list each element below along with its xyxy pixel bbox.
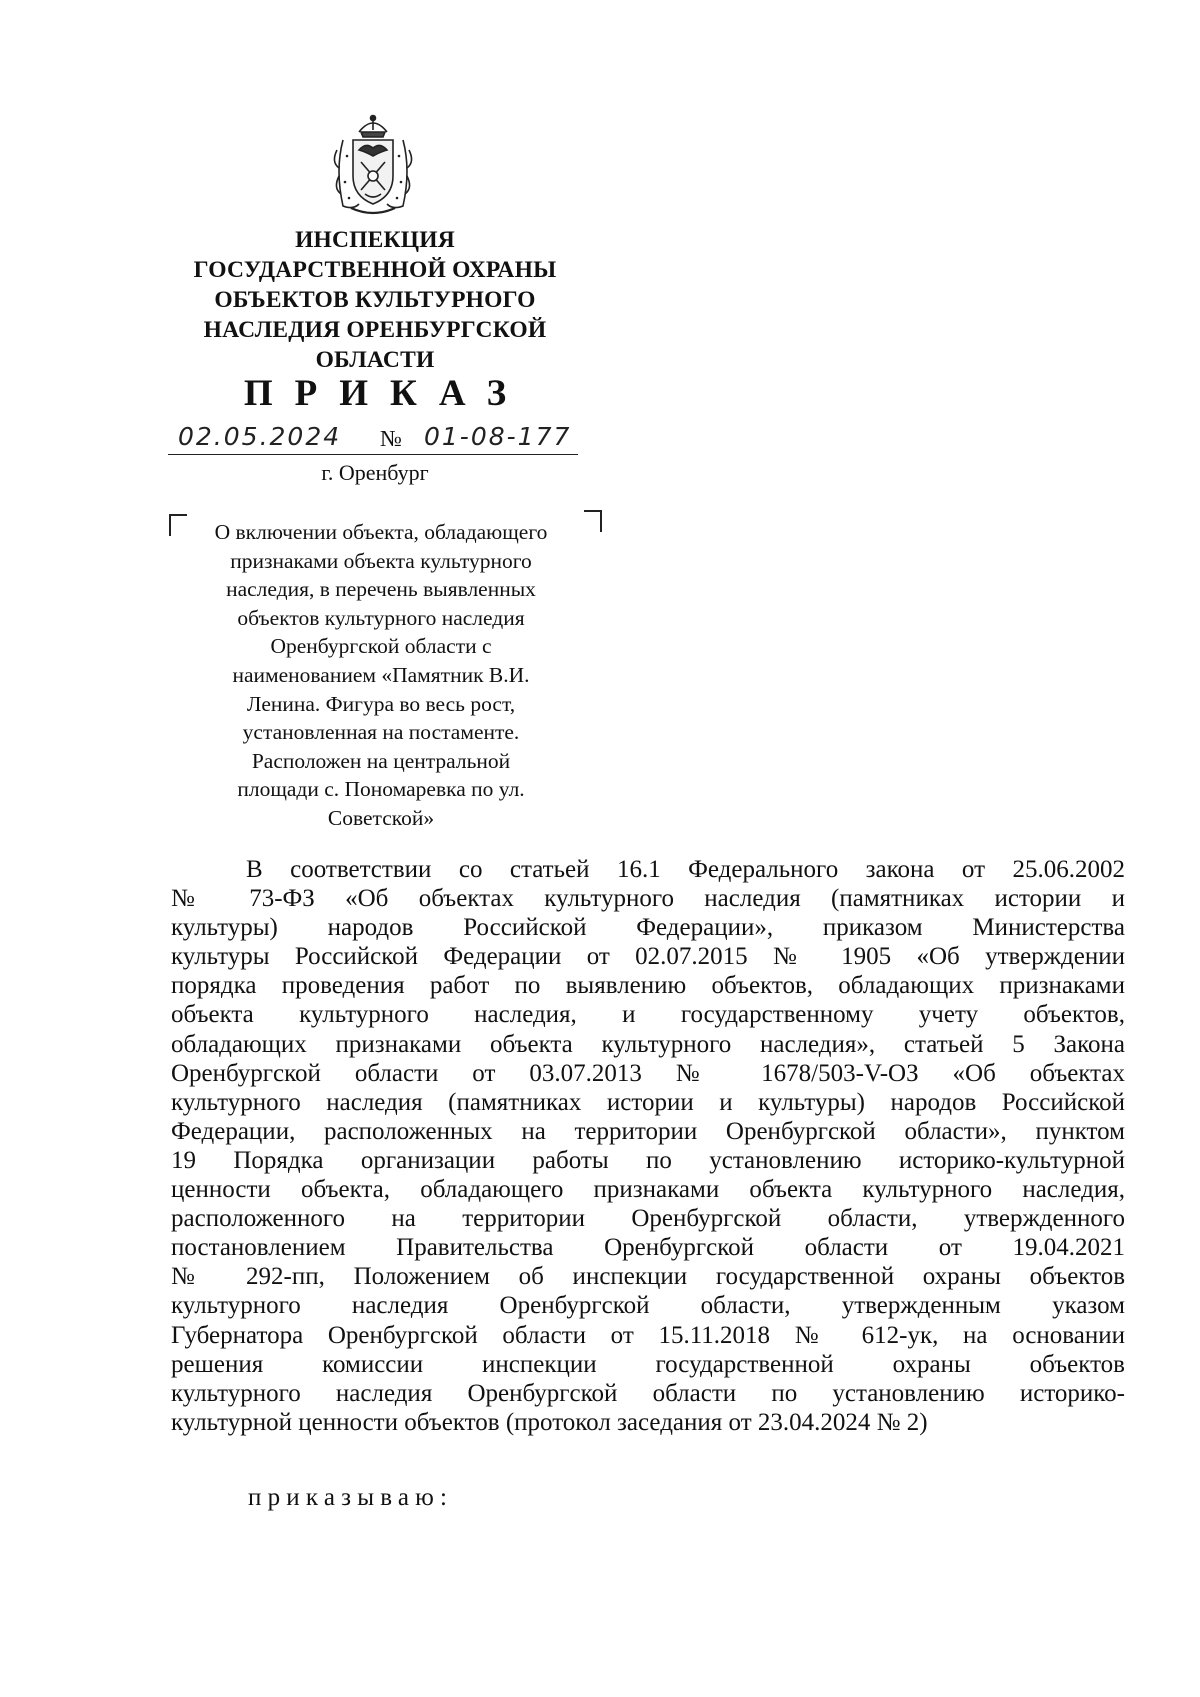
subject-line: установленная на постаменте. bbox=[242, 720, 520, 745]
subject-line: О включении объекта, обладающего bbox=[214, 520, 548, 544]
document-type-title: ПРИКАЗ bbox=[243, 373, 529, 414]
subject-line: площади с. Пономаревка по ул. bbox=[237, 777, 525, 802]
authority-line: ОБЛАСТИ bbox=[315, 347, 435, 373]
body-line: культуры) народов Российской Федерации», приказом Министерства bbox=[171, 914, 1125, 942]
body-line: Федерации, расположенных на территории Оренбургской области», пунктом bbox=[171, 1117, 1125, 1145]
authority-line: ИНСПЕКЦИЯ bbox=[295, 227, 455, 253]
body-line: культурного наследия Оренбургской области по установлению историко- bbox=[171, 1379, 1125, 1407]
subject-line: Ленина. Фигура во весь рост, bbox=[246, 691, 516, 716]
subject-line: наследия, в перечень выявленных bbox=[226, 577, 536, 602]
body-line: объекта культурного наследия, и государственному учету объектов, bbox=[171, 1001, 1125, 1029]
body-line: культурного наследия Оренбургской области, утвержденным указом bbox=[171, 1292, 1125, 1320]
body-line: обладающих признаками объекта культурного наследия», статьей 5 Закона bbox=[171, 1030, 1125, 1058]
subject-line: Советской» bbox=[327, 805, 435, 830]
authority-line: НАСЛЕДИЯ ОРЕНБУРГСКОЙ bbox=[203, 317, 547, 343]
body-line: расположенного на территории Оренбургской области, утвержденного bbox=[171, 1205, 1125, 1233]
order-number: 01-08-177 bbox=[424, 422, 572, 451]
body-line: Оренбургской области от 03.07.2013 № 1678/503-V-ОЗ «Об объектах bbox=[171, 1059, 1125, 1087]
body-line: культуры Российской Федерации от 02.07.2015 № 1905 «Об утверждении bbox=[171, 943, 1125, 971]
body-line: Губернатора Оренбургской области от 15.11.2018 № 612-ук, на основании bbox=[171, 1321, 1125, 1349]
body-line: № 292-пп, Положением об инспекции государственной охраны объектов bbox=[171, 1263, 1125, 1291]
body-line: постановлением Правительства Оренбургской области от 19.04.2021 bbox=[171, 1234, 1125, 1262]
registration-line bbox=[168, 422, 578, 458]
subject-bracket-right bbox=[584, 510, 602, 532]
decree-word: приказываю: bbox=[248, 1484, 454, 1511]
subject-line: признаками объекта культурного bbox=[230, 548, 532, 573]
registration-underline bbox=[168, 454, 578, 455]
body-line: решения комиссии инспекции государственной охраны объектов bbox=[171, 1350, 1125, 1378]
issuing-authority bbox=[150, 225, 600, 375]
order-subject bbox=[172, 518, 590, 833]
authority-line: ОБЪЕКТОВ КУЛЬТУРНОГО bbox=[214, 287, 536, 313]
authority-line: ГОСУДАРСТВЕННОЙ ОХРАНЫ bbox=[193, 257, 557, 283]
body-line: культурной ценности объектов (протокол заседания от 23.04.2024 № 2) bbox=[171, 1408, 928, 1436]
body-line: № 73-ФЗ «Об объектах культурного наследия (памятниках истории и bbox=[171, 885, 1125, 913]
subject-line: Оренбургской области с bbox=[270, 634, 492, 659]
body-line: порядка проведения работ по выявлению объектов, обладающих признаками bbox=[171, 972, 1125, 1000]
subject-line: наименованием «Памятник В.И. bbox=[232, 662, 530, 687]
body-line: 19 Порядка организации работы по установлению историко-культурной bbox=[171, 1146, 1125, 1174]
issuing-city: г. Оренбург bbox=[321, 460, 429, 485]
preamble-paragraph bbox=[171, 855, 1125, 1437]
body-line: В соответствии со статьей 16.1 Федерального закона от 25.06.2002 bbox=[246, 856, 1125, 883]
body-line: культурного наследия (памятниках истории и культуры) народов Российской bbox=[171, 1088, 1125, 1116]
number-sign: № bbox=[380, 426, 402, 451]
order-date: 02.05.2024 bbox=[178, 422, 342, 451]
subject-line: объектов культурного наследия bbox=[237, 605, 525, 630]
body-line: ценности объекта, обладающего признаками объекта культурного наследия, bbox=[171, 1176, 1125, 1204]
subject-bracket-left bbox=[169, 514, 187, 536]
subject-line: Расположен на центральной bbox=[251, 748, 511, 773]
coat-of-arms-emblem bbox=[329, 110, 417, 218]
